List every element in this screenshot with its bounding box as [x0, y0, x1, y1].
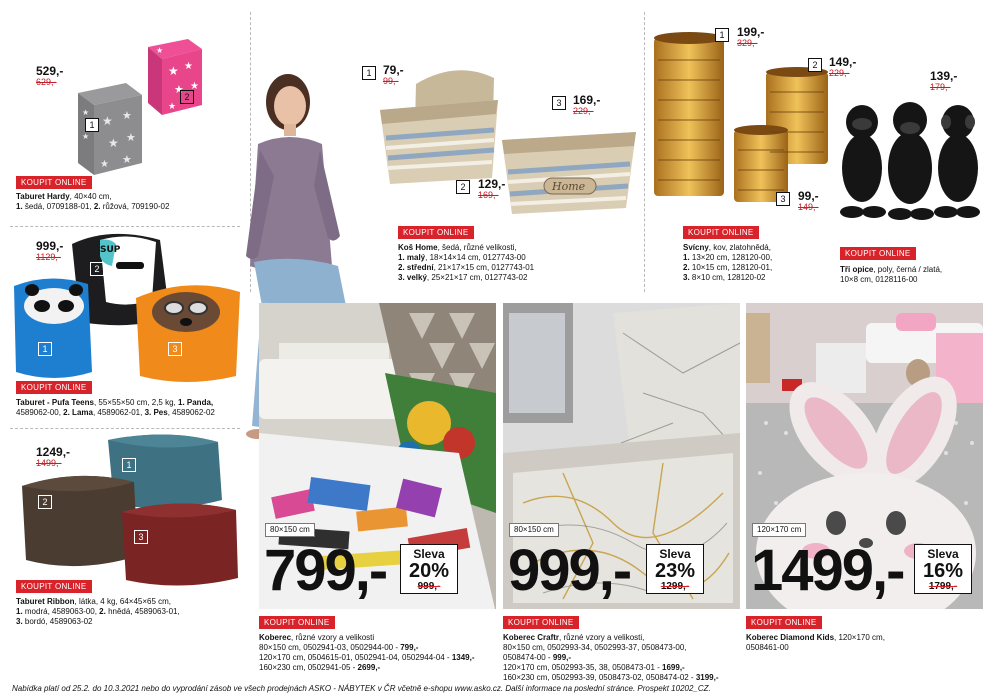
svicny-price-1: 199,- 329,-	[737, 25, 765, 48]
rug3-discount-badge: Sleva 16% 1799,-	[914, 544, 972, 594]
teens-badge-1: 1	[38, 342, 52, 356]
hardy-price: 529,- 629,-	[36, 64, 64, 87]
svg-text:★: ★	[82, 108, 90, 117]
svg-text:★: ★	[168, 102, 177, 112]
ribbon-price: 1249,- 1499,-	[36, 445, 71, 468]
teens-description: Taburet - Pufa Teens, 55×55×50 cm, 2,5 kg, 1. Panda, 4589062-00, 2. Lama, 4589062-01, 3. Pes, 4589062-02	[16, 398, 215, 417]
divider	[644, 12, 645, 292]
ribbon-badge-2: 2	[38, 495, 52, 509]
kos-price-3: 169,- 229,-	[573, 93, 601, 116]
footer-disclaimer: Nabídka platí od 25.2. do 10.3.2021 nebo do vyprodání zásob ve všech prodejnách ASKO - NÁBYTEK v ČR včetně e-shopu www.asko.cz. Další informace na poslední stránce. Prospekt 10202_CZ.	[12, 684, 711, 693]
svg-text:★: ★	[82, 132, 90, 141]
svicny-badge-2: 2	[808, 58, 822, 72]
svg-text:★: ★	[190, 81, 199, 92]
svicny-description: Svícny, kov, zlatohnědá, 1. 13×20 cm, 128120-00, 2. 10×15 cm, 128120-01, 3. 8×10 cm, 128120-02	[683, 243, 773, 282]
rug1-discount-badge: Sleva 20% 999,-	[400, 544, 458, 594]
rug1-big-price: 799,-	[264, 538, 387, 603]
svg-text:★: ★	[168, 64, 179, 78]
svicny-price-2: 149,- 229,-	[829, 55, 857, 78]
rug1-koupit-button[interactable]: KOUPIT ONLINE	[259, 616, 335, 629]
hardy-badge-1: 1	[85, 118, 99, 132]
opice-price: 139,- 179,-	[930, 69, 958, 92]
kos-price-1: 79,- 99,-	[383, 63, 404, 86]
teens-badge-2: 2	[90, 262, 104, 276]
rug1-description: Koberec, různé vzory a velikosti 80×150 cm, 0502941-03, 0502944-00 - 799,- 120×170 cm, 0504615-01, 0502941-04, 0502944-04 - 1349,- 160×230 cm, 0502941-05 - 2699,-	[259, 633, 475, 672]
hardy-badge-2: 2	[180, 90, 194, 104]
ribbon-badge-3: 3	[134, 530, 148, 544]
svicny-price-3: 99,- 149,-	[798, 189, 819, 212]
rug2-size-tag: 80×150 cm	[509, 523, 559, 537]
kos-badge-3: 3	[552, 96, 566, 110]
ribbon-koupit-button[interactable]: KOUPIT ONLINE	[16, 580, 92, 593]
svg-text:SUP: SUP	[100, 245, 121, 255]
hardy-old-price: 629,-	[36, 77, 57, 87]
kos-basket-label: Home	[552, 180, 586, 193]
rug3-koupit-button[interactable]: KOUPIT ONLINE	[746, 616, 822, 629]
rug2-description: Koberec Craftr, různé vzory a velikosti, 80×150 cm, 0502993-34, 0502993-37, 0508473-00, 0508474-00 - 999,- 120×170 cm, 0502993-35, 38, 0508473-01 - 1699,- 160×230 cm, 0502993-39, 0508473-02, 0508474-02 - 3199,-	[503, 633, 719, 682]
teens-badge-3: 3	[168, 342, 182, 356]
ribbon-old-price: 1499,-	[36, 458, 62, 468]
teens-old-price: 1129,-	[36, 252, 61, 262]
rug3-size-tag: 120×170 cm	[752, 523, 806, 537]
svg-text:★: ★	[184, 61, 193, 72]
teens-price: 999,- 1129,-	[36, 239, 64, 262]
rug3-big-price: 1499,-	[751, 538, 904, 603]
ribbon-badge-1: 1	[122, 458, 136, 472]
svg-text:★: ★	[174, 83, 184, 96]
rug2-discount-badge: Sleva 23% 1299,-	[646, 544, 704, 594]
kos-badge-2: 2	[456, 180, 470, 194]
svg-text:★: ★	[122, 153, 132, 166]
kos-koupit-button[interactable]: KOUPIT ONLINE	[398, 226, 474, 239]
rug1-size-tag: 80×150 cm	[265, 523, 315, 537]
opice-old-price: 179,-	[930, 82, 951, 92]
svicny-candleholders-image	[648, 30, 838, 210]
svg-text:★: ★	[156, 46, 164, 55]
opice-koupit-button[interactable]: KOUPIT ONLINE	[840, 247, 916, 260]
ribbon-description: Taburet Ribbon, látka, 4 kg, 64×45×65 cm, 1. modrá, 4589063-00, 2. hnědá, 4589063-01, 3. bordó, 4589063-02	[16, 597, 180, 626]
hardy-koupit-button[interactable]: KOUPIT ONLINE	[16, 176, 92, 189]
opice-description: Tři opice, poly, černá / zlatá, 10×8 cm, 0128116-00	[840, 265, 943, 284]
svg-text:★: ★	[108, 136, 119, 150]
kos-price-2: 129,- 169,-	[478, 177, 506, 200]
svg-text:★: ★	[100, 159, 109, 170]
svg-text:★: ★	[122, 109, 132, 122]
kos-baskets-image	[376, 54, 642, 220]
teens-poufs-image	[10, 226, 245, 386]
kos-description: Koš Home, šedá, různé velikosti, 1. malý, 18×14×14 cm, 0127743-00 2. střední, 21×17×15 cm, 0127743-01 3. velký, 25×21×17 cm, 0127743-02	[398, 243, 535, 282]
rug2-koupit-button[interactable]: KOUPIT ONLINE	[503, 616, 579, 629]
svicny-badge-1: 1	[715, 28, 729, 42]
opice-monkeys-image	[840, 94, 980, 224]
svicny-badge-3: 3	[776, 192, 790, 206]
rug2-big-price: 999,-	[508, 538, 631, 603]
svg-text:★: ★	[126, 131, 136, 144]
hardy-stools-image	[70, 35, 240, 175]
svicny-koupit-button[interactable]: KOUPIT ONLINE	[683, 226, 759, 239]
hardy-description: Taburet Hardy, 40×40 cm, 1. šedá, 0709188-01, 2. růžová, 709190-02	[16, 192, 170, 211]
teens-koupit-button[interactable]: KOUPIT ONLINE	[16, 381, 92, 394]
kos-badge-1: 1	[362, 66, 376, 80]
rug3-description: Koberec Diamond Kids, 120×170 cm, 0508461-00	[746, 633, 885, 652]
svg-text:★: ★	[102, 114, 113, 128]
